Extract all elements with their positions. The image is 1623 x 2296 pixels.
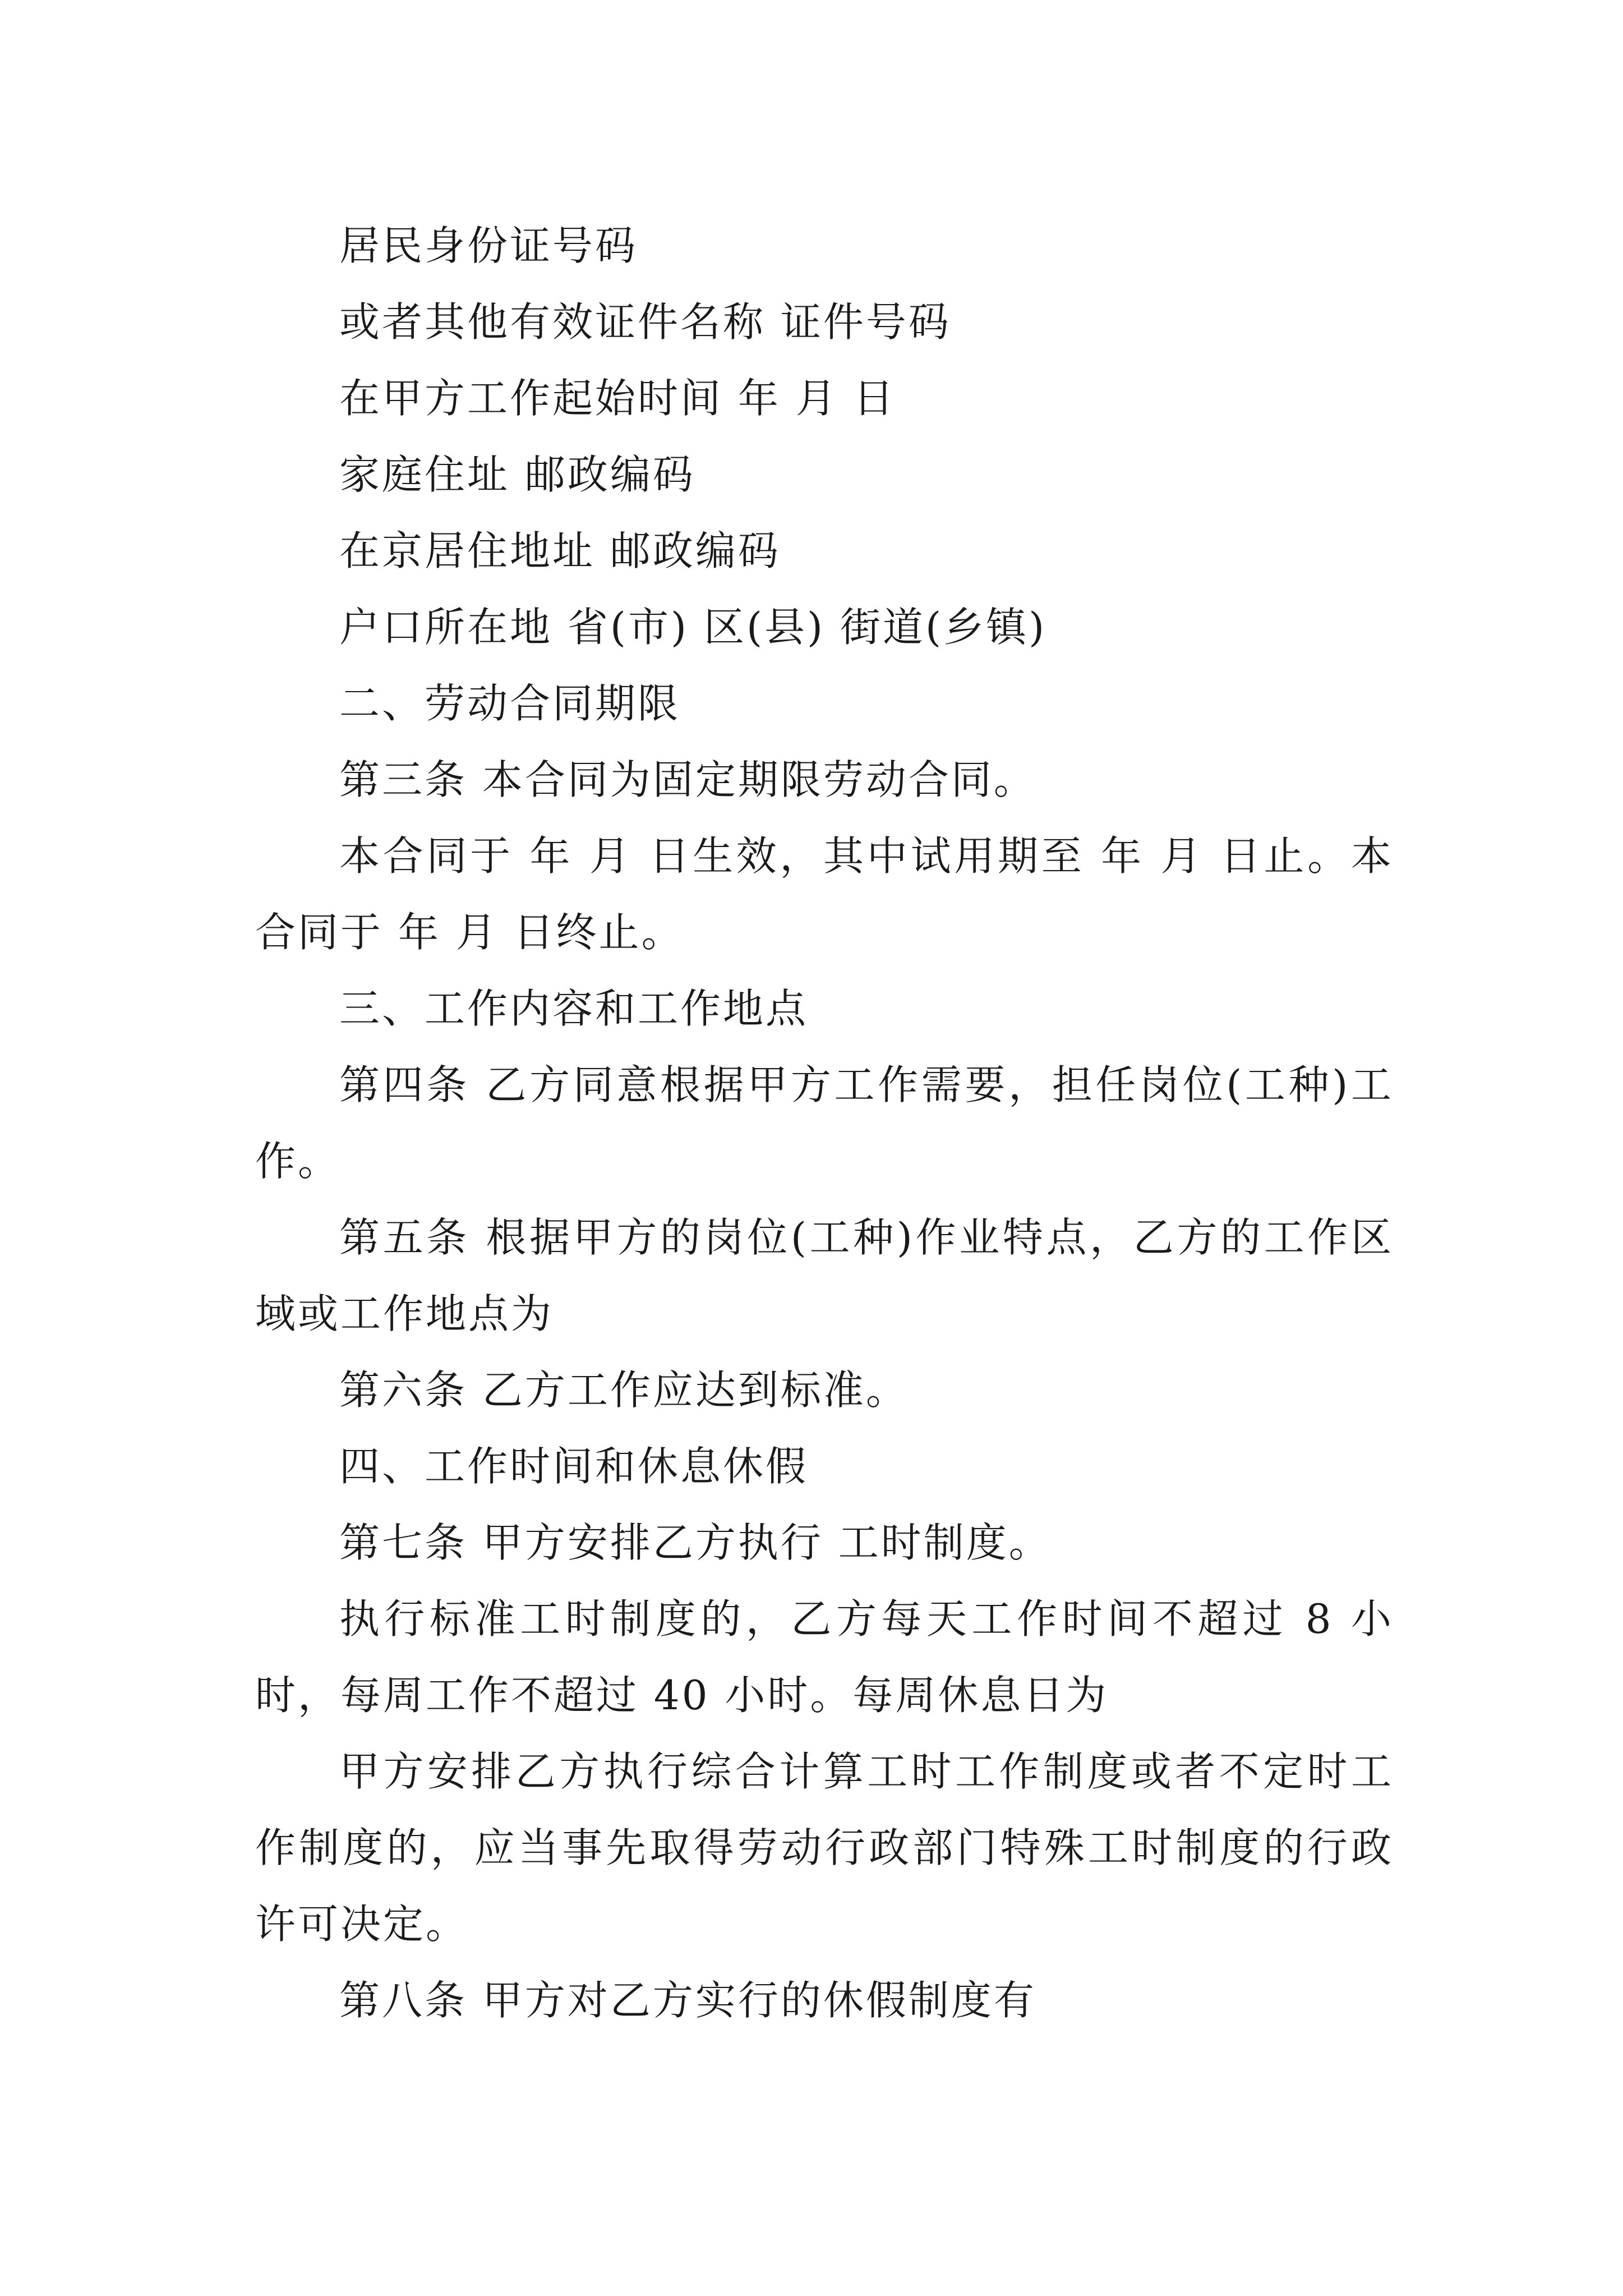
article-8: 第八条 甲方对乙方实行的休假制度有 — [339, 1977, 1036, 2024]
hukou-line: 户口所在地 省(市) 区(县) 街道(乡镇) — [339, 604, 1047, 651]
beijing-address-line: 在京居住地址 邮政编码 — [339, 527, 781, 574]
article-3-term-paragraph: 本合同于 年 月 日生效，其中试用期至 年 月 日止。本合同于 年 月 日终止。 — [255, 832, 1394, 956]
section-heading-work-hours: 四、工作时间和休息休假 — [339, 1443, 809, 1490]
article-7-standard-hours: 执行标准工时制度的，乙方每天工作时间不超过 8 小时，每周工作不超过 40 小时。每周休息日为 — [255, 1595, 1394, 1719]
article-7: 第七条 甲方安排乙方执行 工时制度。 — [339, 1519, 1052, 1566]
article-4: 第四条 乙方同意根据甲方工作需要，担任岗位(工种)工作。 — [255, 1061, 1394, 1185]
document-body — [255, 208, 1394, 2039]
article-6: 第六条 乙方工作应达到标准。 — [339, 1366, 909, 1414]
start-date-line: 在甲方工作起始时间 年 月 日 — [339, 375, 896, 422]
article-5: 第五条 根据甲方的岗位(工种)作业特点，乙方的工作区域或工作地点为 — [255, 1214, 1394, 1337]
article-3: 第三条 本合同为固定期限劳动合同。 — [339, 756, 1036, 803]
other-id-line: 或者其他有效证件名称 证件号码 — [339, 298, 951, 346]
section-heading-contract-term: 二、劳动合同期限 — [339, 680, 681, 727]
id-number-line: 居民身份证号码 — [339, 222, 638, 269]
section-heading-work-content: 三、工作内容和工作地点 — [339, 985, 809, 1032]
article-7-special-hours: 甲方安排乙方执行综合计算工时工作制度或者不定时工作制度的，应当事先取得劳动行政部门特殊工时制度的行政许可决定。 — [255, 1748, 1394, 1948]
home-address-line: 家庭住址 邮政编码 — [339, 451, 695, 498]
